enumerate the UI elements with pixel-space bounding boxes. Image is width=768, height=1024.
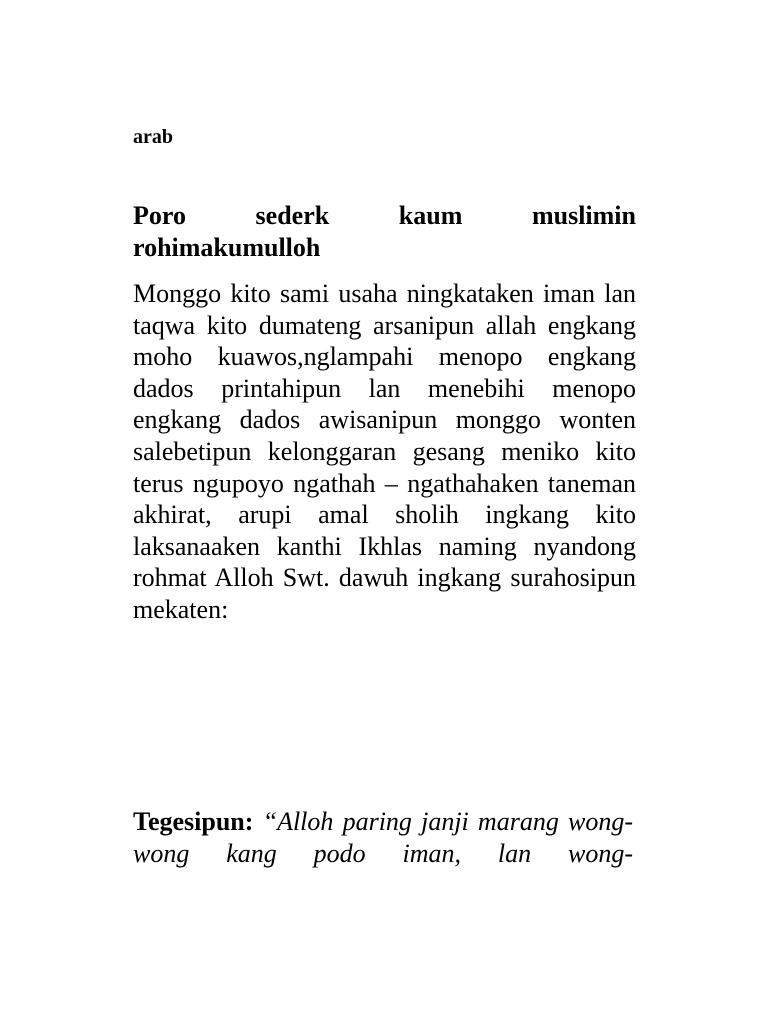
- salutation-heading: Poro sederk kaum muslimin rohimakumulloh: [133, 201, 636, 262]
- section-heading: arab: [133, 126, 173, 148]
- translation-paragraph: [133, 806, 633, 870]
- translation-quote: “Alloh paring janji marang wong-wong kang podo iman, lan wong-: [133, 807, 634, 868]
- body-paragraph: Monggo kito sami usaha ningkataken iman lan taqwa kito dumateng arsanipun allah engkang moho kuawos,nglampahi menopo engkang dados printahipun lan menebihi menopo engkang dados awisanipun monggo wonten salebetipun kelonggaran gesang meniko kito terus ngupoyo ngathah – ngathahaken taneman akhirat, arupi amal sholih ingkang kito laksanaaken kanthi Ikhlas naming nyandong rohmat Alloh Swt. dawuh ingkang surahosipun mekaten:: [133, 279, 636, 624]
- translation-label: Tegesipun:: [133, 807, 254, 836]
